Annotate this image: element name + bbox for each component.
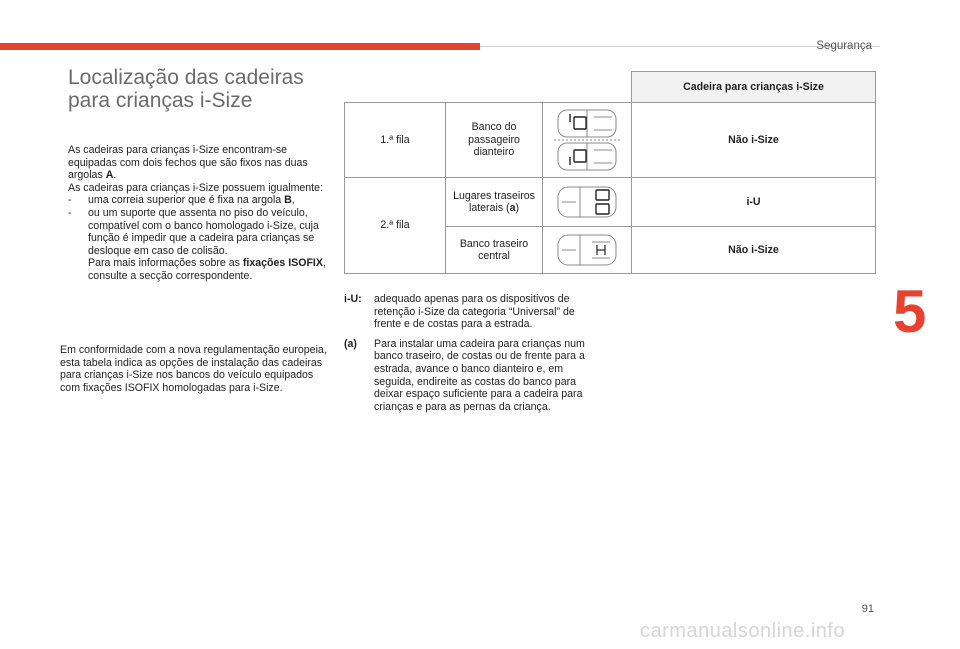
list-item-continuation: Para mais informações sobre as fixações ISOFIX, consulte a secção correspondente. xyxy=(88,257,326,282)
list-item: - ou um suporte que assenta no piso do veículo, compatível com o banco homologado i-Size, cuja função é impedir que a cadeira para crianças se desloque em caso de colisão. xyxy=(68,206,319,257)
car-front-seat-icon xyxy=(554,108,620,172)
page-number: 91 xyxy=(861,603,874,615)
chapter-number: 5 xyxy=(893,278,927,345)
result-rear-outer: i-U xyxy=(632,178,876,227)
isize-seat-table xyxy=(344,71,876,274)
regulation-paragraph: Em conformidade com a nova regulamentação europeia, esta tabela indica as opções de instalação das cadeiras para crianças i-Size nos bancos do veículo equipados com fixações ISOFIX homologadas para i-Size. xyxy=(60,344,327,394)
car-rear-outer-seats-icon xyxy=(554,185,620,219)
front-seat-diagram xyxy=(543,103,632,178)
list-item: - uma correia superior que é fixa na argola B, xyxy=(68,194,295,207)
rear-center-seat-diagram xyxy=(543,227,632,274)
section-label: Segurança xyxy=(816,40,872,52)
watermark: carmanualsonline.info xyxy=(640,620,846,642)
rear-outer-seat-diagram xyxy=(543,178,632,227)
seat-location: Lugares traseiros laterais (a) xyxy=(446,178,543,227)
notes xyxy=(344,293,599,420)
result-front: Não i-Size xyxy=(632,103,876,178)
row-label-second: 2.ª fila xyxy=(345,178,446,274)
note-item: i-U: adequado apenas para os dispositivos de retenção i-Size da categoria “Universal” de frente e de costas para a estrada. xyxy=(344,293,575,331)
result-rear-center: Não i-Size xyxy=(632,227,876,274)
seat-location: Banco do passageiro dianteiro xyxy=(446,103,543,178)
table-header: Cadeira para crianças i-Size xyxy=(632,72,876,103)
intro-text xyxy=(68,144,330,283)
note-item: (a) Para instalar uma cadeira para crianças num banco traseiro, de costas ou de frente para a estrada, avance o banco dianteiro e, em seguida, endireite as costas do banco para deixar espaço suficiente para a cadeira para crianças e para as pernas da criança. xyxy=(344,337,585,413)
car-rear-center-seat-icon xyxy=(554,233,620,267)
row-label-first: 1.ª fila xyxy=(345,103,446,178)
intro-paragraph-1: As cadeiras para crianças i-Size encontram-se equipadas com dois fechos que são fixos nas duas argolas A. xyxy=(68,144,308,182)
page-title: Localização das cadeiras para crianças i-Size xyxy=(68,66,304,112)
seat-location: Banco traseiro central xyxy=(446,227,543,274)
header-accent-bar xyxy=(0,43,480,50)
intro-paragraph-2: As cadeiras para crianças i-Size possuem igualmente: xyxy=(68,181,323,194)
